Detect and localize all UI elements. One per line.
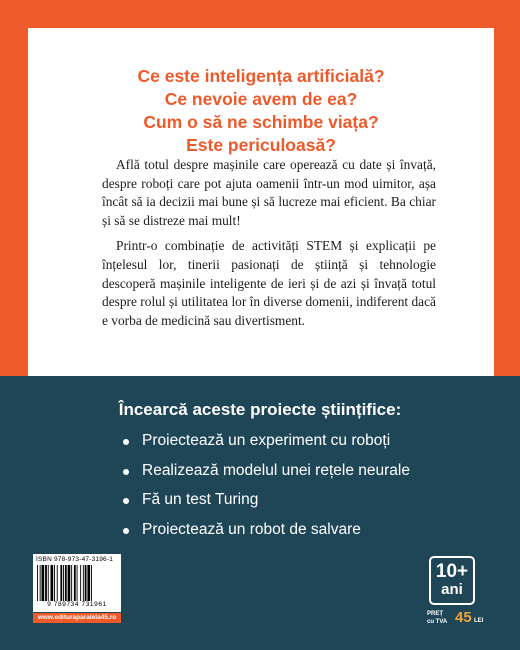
barcode-bar <box>87 565 90 601</box>
barcode-bar <box>85 565 87 601</box>
age-unit: ani <box>441 581 463 598</box>
barcode-bar <box>77 565 78 601</box>
barcode-bar <box>37 565 38 601</box>
barcode-bar <box>68 565 71 601</box>
project-item <box>123 520 503 550</box>
projects-title: Încearcă aceste proiecte științifice: <box>118 400 402 419</box>
description-panel <box>28 28 494 376</box>
barcode <box>33 554 121 612</box>
bullet-icon <box>123 469 129 475</box>
description-paragraph: Află totul despre mașinile care operează cu date și învață, despre roboți care pot ajuta oamenii într-un mod uimitor, așa încât să ia decizii mai bune și să lucreze mai eficient. Ba chiar și să se distreze mai mult! <box>102 157 436 228</box>
barcode-bar <box>51 565 54 601</box>
age-number: 10+ <box>435 561 469 582</box>
barcode-bar <box>83 565 84 601</box>
barcode-bar <box>63 565 64 601</box>
barcode-digits: 9 789734 731961 <box>47 601 107 608</box>
barcode-bar <box>74 565 76 601</box>
website-link[interactable]: www.edituraparalela45.ro <box>33 613 121 623</box>
isbn-text: ISBN 978-973-47-3196-1 <box>36 556 114 563</box>
barcode-bar <box>91 565 92 601</box>
question-block <box>28 65 494 157</box>
project-item-label: Proiectează un experiment cu roboți <box>142 432 391 449</box>
project-item-label: Fă un test Turing <box>142 491 259 509</box>
description-text <box>102 156 436 337</box>
project-item <box>123 461 503 491</box>
price-label: PREȚ <box>427 611 444 617</box>
project-item <box>123 431 503 461</box>
question-line: Ce nevoie avem de ea? <box>164 89 358 109</box>
price-currency: LEI <box>474 618 484 624</box>
barcode-bar <box>48 565 49 601</box>
price-value: 45 <box>455 609 472 626</box>
barcode-bar <box>57 565 58 601</box>
project-item <box>123 490 503 520</box>
barcode-bar <box>71 565 72 601</box>
barcode-bar <box>60 565 62 601</box>
projects-section <box>0 376 520 650</box>
bullet-icon <box>123 498 129 504</box>
description-paragraph: Printr-o combinație de activități STEM și explicații pe înțelesul lor, tinerii pasionați de știință și tehnologie descoperă mașinile inteligente de ieri și de azi și învață totul despre rolul și utilitatea lor în diverse domenii, indiferent dacă e vorba de medicină sau divertisment. <box>102 238 436 328</box>
project-item-label: Proiectează un robot de salvare <box>142 520 361 538</box>
question-line: Este periculoasă? <box>186 135 336 155</box>
price-tva: cu TVA <box>427 619 448 625</box>
barcode-bar <box>45 565 47 601</box>
barcode-bar <box>65 565 67 601</box>
age-badge <box>429 556 475 605</box>
bullet-icon <box>123 528 129 534</box>
barcode-bar <box>40 565 41 601</box>
barcode-bar <box>80 565 81 601</box>
bullet-icon <box>123 439 129 445</box>
projects-list <box>123 431 503 549</box>
barcode-bar <box>42 565 45 601</box>
question-line: Ce este inteligența artificială? <box>137 66 385 86</box>
barcode-bars <box>37 565 117 601</box>
question-line: Cum o să ne schimbe viața? <box>143 112 379 132</box>
project-item-label: Realizează modelul unei rețele neurale <box>142 461 410 479</box>
barcode-bar <box>54 565 55 601</box>
